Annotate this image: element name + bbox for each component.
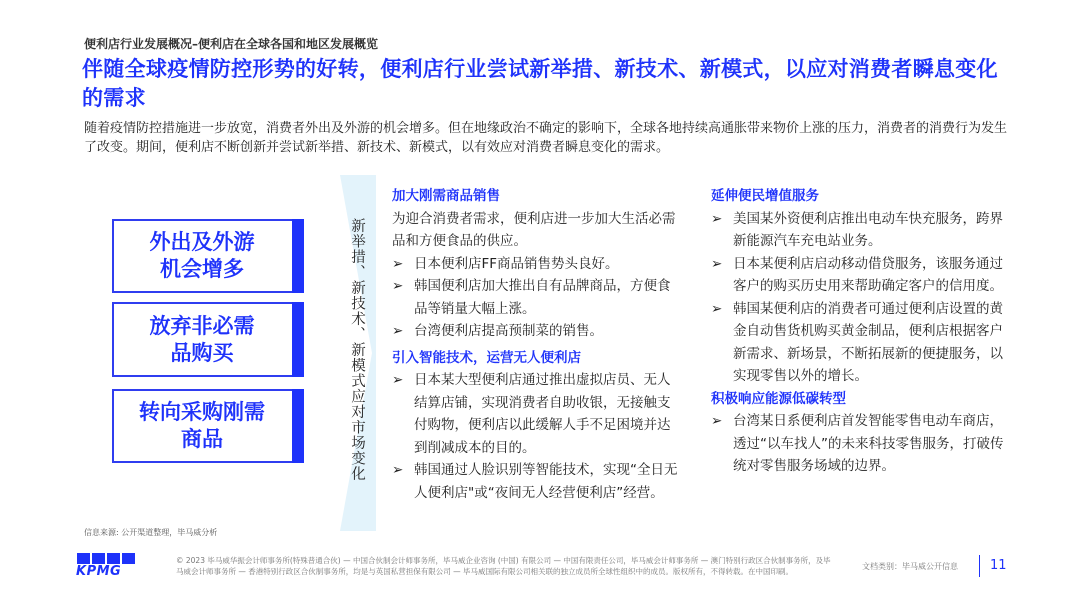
trend-label-nonessential: 放弃非必需 品购买	[149, 313, 255, 365]
vertical-label: 新举措、新技术、新模式应对市场变化	[349, 218, 365, 482]
arrow-bullet-icon: ➢	[711, 413, 723, 429]
trend-box-travel	[112, 219, 304, 293]
list-item	[392, 459, 682, 504]
trend-label-travel: 外出及外游 机会增多	[149, 230, 255, 281]
list-item-text: 美国某外资便利店推出电动车快充服务，跨界新能源汽车充电站业务。	[733, 210, 1003, 249]
list-item	[392, 275, 682, 320]
list-item	[711, 298, 1007, 388]
trend-box-nonessential	[112, 302, 304, 377]
arrow-bullet-icon: ➢	[392, 278, 404, 294]
list-item	[711, 410, 1007, 478]
trend-label-essential: 转向采购刚需 商品	[139, 400, 265, 451]
breadcrumb: 便利店行业发展概况–便利店在全球各国和地区发展概览	[84, 37, 379, 51]
section-heading: 积极响应能源低碳转型	[711, 390, 846, 407]
footer-divider	[979, 555, 980, 577]
source-note: 信息来源: 公开渠道整理，毕马威分析	[84, 528, 218, 537]
content-column-right	[711, 185, 1007, 478]
trend-box-label	[114, 221, 290, 291]
page-title: 伴随全球疫情防控形势的好转，便利店行业尝试新举措、新技术、新模式，以应对消费者瞬息变化的需求	[82, 57, 998, 110]
kpmg-logo	[76, 553, 136, 579]
trend-box-accent-bar	[292, 219, 304, 293]
list-item	[392, 253, 682, 276]
section-heading: 引入智能技术，运营无人便利店	[392, 349, 581, 366]
section-heading: 延伸便民增值服务	[711, 188, 819, 204]
intro-paragraph: 随着疫情防控措施进一步放宽，消费者外出及外游的机会增多。但在地缘政治不确定的影响下，全球各地持续高通胀带来物价上涨的压力，消费者的消费行为发生了改变。期间，便利店不断创新并尝试新举措、新技术、新模式，以有效应对消费者瞬息变化的需求。	[84, 121, 1008, 155]
arrow-bullet-icon: ➢	[392, 462, 404, 478]
arrow-bullet-icon: ➢	[392, 323, 404, 339]
list-item	[392, 320, 682, 343]
list-item-text: 日本某大型便利店通过推出虚拟店员、无人结算店铺，实现消费者自助收银，无接触支付购物，便利店以此缓解人手不足困境并达到削减成本的目的。	[414, 372, 671, 456]
trend-box-accent-bar	[292, 302, 304, 377]
list-item-text: 韩国通过人脸识别等智能技术，实现“全日无人便利店"或“夜间无人经营便利店”经营。	[414, 462, 678, 501]
logo-square	[107, 553, 120, 564]
list-item-text: 韩国某便利店的消费者可通过便利店设置的黄金自动售货机购买黄金制品，便利店根据客户新需求、新场景，不断拓展新的便捷服务，以实现零售以外的增长。	[733, 300, 1003, 384]
logo-text: KPMG	[76, 564, 122, 579]
list-item	[711, 253, 1007, 298]
arrow-bullet-icon: ➢	[392, 255, 404, 272]
trend-box-label	[114, 304, 290, 375]
arrow-bullet-icon: ➢	[711, 255, 723, 272]
trend-box-accent-bar	[292, 389, 304, 463]
list-item-text: 台湾便利店提高预制菜的销售。	[414, 323, 603, 339]
list-item	[711, 208, 1007, 253]
list-item	[392, 369, 682, 459]
document-classification: 文档类别：毕马威公开信息	[862, 562, 958, 571]
list-item-text: 韩国便利店加大推出自有品牌商品，方便食品等销量大幅上涨。	[414, 278, 671, 317]
list-item-text: 台湾某日系便利店首发智能零售电动车商店，透过“以车找人”的未来科技零售服务，打破传统对零售服务场域的边界。	[733, 413, 1004, 474]
arrow-bullet-icon: ➢	[711, 300, 723, 317]
list-item-text: 日本某便利店启动移动借贷服务，该服务通过客户的购买历史用来帮助确定客户的信用度。	[733, 255, 1003, 294]
copyright-notice: © 2023 毕马威华振会计师事务所(特殊普通合伙) — 中国合伙制会计师事务所，毕马威企业咨询 (中国) 有限公司 — 中国有限责任公司，毕马威会计师事务所 — 澳门特别行政区合伙制事务所，及毕马威会计师事务所 — 香港特别行政区合伙制事务所，均是与英国私营担保有限公司 — 毕马威国际有限公司相关联的独立成员所全球性组织中的成员。版权所有，不得转载。在中国印刷。	[176, 556, 831, 576]
logo-square	[122, 553, 135, 564]
list-item-text: 日本便利店FF商品销售势头良好。	[414, 255, 619, 272]
trend-box-essential	[112, 389, 304, 463]
arrow-bullet-icon: ➢	[392, 372, 404, 388]
arrow-bullet-icon: ➢	[711, 210, 723, 227]
section-heading: 加大刚需商品销售	[392, 188, 500, 204]
page-number: 11	[990, 558, 1007, 573]
section-lead: 为迎合消费者需求，便利店进一步加大生活必需品和方便食品的供应。	[392, 210, 676, 249]
logo-square	[77, 553, 90, 564]
logo-square	[92, 553, 105, 564]
trend-box-label	[114, 391, 290, 461]
content-column-left	[392, 185, 682, 504]
